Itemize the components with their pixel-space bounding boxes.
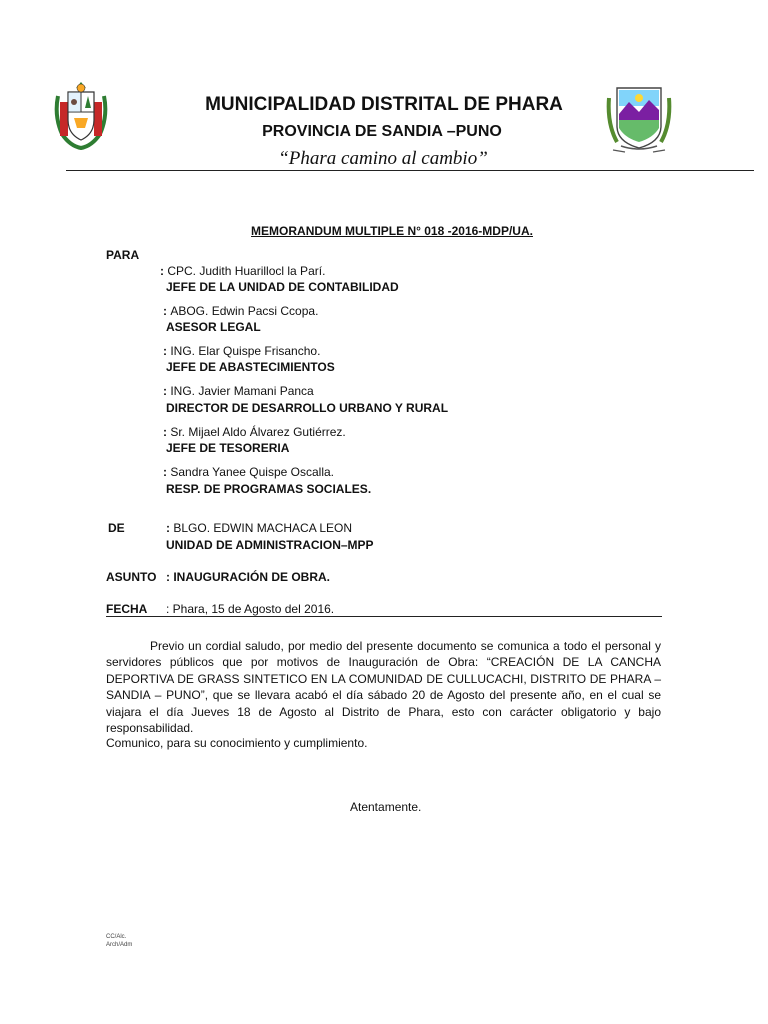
recipient-2-role: ASESOR LEGAL: [166, 320, 261, 334]
sender-name: : BLGO. EDWIN MACHACA LEON: [166, 521, 353, 535]
recipient-4-name: : ING. Javier Mamani Panca: [163, 384, 314, 398]
municipality-title: MUNICIPALIDAD DISTRITAL DE PHARA: [205, 94, 563, 115]
fecha-value: : Phara, 15 de Agosto del 2016.: [166, 602, 335, 616]
sender-unit: UNIDAD DE ADMINISTRACION–MPP: [166, 538, 374, 552]
recipient-5-role: JEFE DE TESORERIA: [166, 441, 290, 455]
recipient-6-role: RESP. DE PROGRAMAS SOCIALES.: [166, 482, 372, 496]
recipient-3-name: : ING. Elar Quispe Frisancho.: [163, 344, 321, 358]
cc-note: CC/Alc.: [106, 934, 127, 940]
phara-district-emblem-logo: [603, 80, 675, 156]
recipient-6-name: : Sandra Yanee Quispe Oscalla.: [163, 465, 335, 479]
fecha-underline: [106, 616, 662, 617]
para-label: PARA: [106, 248, 140, 262]
signoff-text: Atentamente.: [350, 800, 422, 814]
archive-note: Arch/Adm: [106, 942, 133, 948]
municipality-motto: “Phara camino al cambio”: [278, 148, 488, 169]
recipient-3-role: JEFE DE ABASTECIMIENTOS: [166, 360, 335, 374]
closing-text: Comunico, para su conocimiento y cumplimiento.: [106, 736, 368, 750]
fecha-label: FECHA: [106, 602, 148, 616]
recipient-1-role: JEFE DE LA UNIDAD DE CONTABILIDAD: [166, 280, 399, 294]
de-label: DE: [108, 521, 125, 535]
recipient-1-name: : CPC. Judith Huarillocl la Parí.: [160, 264, 326, 278]
memorandum-title: MEMORANDUM MULTIPLE N° 018 -2016-MDP/UA.: [251, 224, 533, 238]
recipient-2-name: : ABOG. Edwin Pacsi Ccopa.: [163, 304, 319, 318]
recipient-5-name: : Sr. Mijael Aldo Álvarez Gutiérrez.: [163, 425, 346, 439]
province-subtitle: PROVINCIA DE SANDIA –PUNO: [262, 123, 502, 140]
header-divider: [66, 170, 754, 171]
body-paragraph: Previo un cordial saludo, por medio del presente documento se comunica a todo el personal y servidores públicos que por motivos de Inauguración de Obra: “CREACIÓN DE LA CANCHA DEPORTIVA DE GRASS SINTETICO EN LA COMUNIDAD DE CULLUCACHI, DISTRITO DE PHARA – SANDIA – PUNO”, que se llevara acabó el día sábado 20 de Agosto del presente año, en el cual se viajara el día Jueves 18 de Agosto al Distrito de Phara, esto con carácter obligatorio y bajo responsabilidad.: [106, 639, 661, 736]
asunto-label: ASUNTO: [106, 570, 157, 584]
recipient-4-role: DIRECTOR DE DESARROLLO URBANO Y RURAL: [166, 401, 449, 415]
asunto-value: : INAUGURACIÓN DE OBRA.: [166, 570, 330, 584]
